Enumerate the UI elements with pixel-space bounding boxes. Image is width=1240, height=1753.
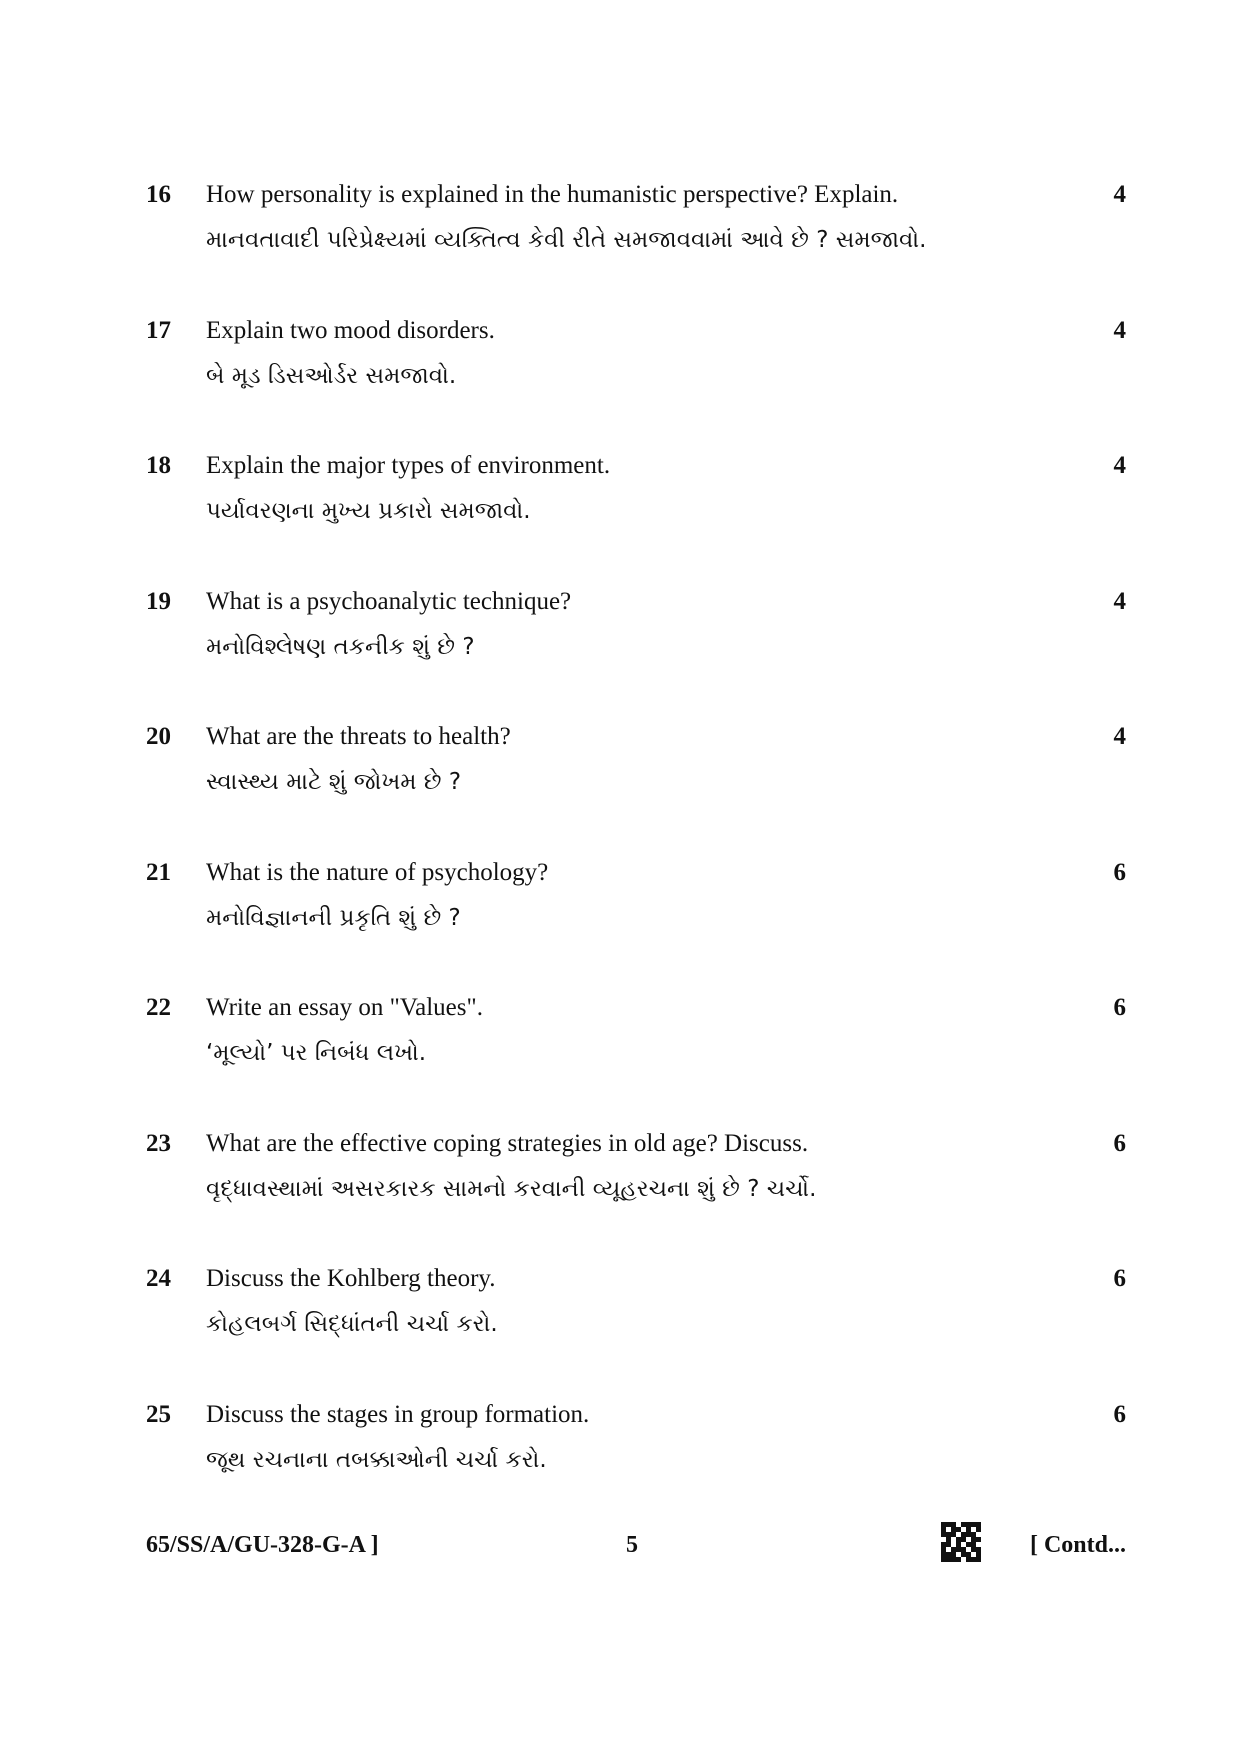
question-text-english: Explain the major types of environment.	[206, 452, 611, 479]
question-text-english: What are the threats to health?	[206, 723, 511, 750]
question-number: 23	[146, 1129, 171, 1157]
question-item	[146, 449, 1126, 585]
question-item	[146, 1262, 1126, 1398]
question-text-gujarati: બે મૂડ ડિસઓર્ડર સમજાવો.	[206, 362, 457, 389]
question-item	[146, 1127, 1126, 1263]
question-marks: 4	[1113, 723, 1126, 750]
page-footer	[146, 1528, 1126, 1568]
question-marks: 4	[1113, 181, 1126, 208]
question-item	[146, 178, 1126, 314]
question-text-english: Explain two mood disorders.	[206, 316, 495, 344]
question-list	[146, 178, 1126, 1533]
question-text-gujarati: કોહલબર્ગ સિદ્ધાંતની ચર્ચા કરો.	[206, 1311, 498, 1337]
question-number: 17	[146, 316, 171, 344]
question-text-gujarati: મનોવિજ્ઞાનની પ્રકૃતિ શું છે ?	[206, 904, 461, 931]
qr-code-icon	[941, 1522, 981, 1562]
question-item	[146, 991, 1126, 1127]
question-text-english: Discuss the stages in group formation.	[206, 1400, 590, 1428]
page-number: 5	[626, 1532, 638, 1558]
question-item	[146, 720, 1126, 856]
question-marks: 6	[1113, 858, 1126, 886]
question-text-english: How personality is explained in the humanistic perspective? Explain.	[206, 181, 899, 208]
question-marks: 6	[1113, 994, 1126, 1021]
question-marks: 6	[1113, 1265, 1126, 1292]
question-text-english: What are the effective coping strategies in old age? Discuss.	[206, 1129, 809, 1157]
question-item	[146, 856, 1126, 992]
question-number: 19	[146, 587, 171, 615]
question-number: 20	[146, 723, 171, 750]
question-text-gujarati: વૃદ્ધાવસ્થામાં અસરકારક સામનો કરવાની વ્યૂહરચના શું છે ? ચર્ચો.	[206, 1175, 817, 1202]
question-marks: 4	[1113, 587, 1126, 615]
question-number: 18	[146, 452, 171, 479]
question-text-english: What is the nature of psychology?	[206, 858, 549, 886]
question-number: 24	[146, 1265, 171, 1292]
question-item	[146, 585, 1126, 721]
question-marks: 4	[1113, 316, 1126, 344]
question-text-gujarati: મનોવિશ્લેષણ તકનીક શું છે ?	[206, 633, 475, 660]
continued-label: [ Contd...	[1029, 1532, 1126, 1558]
question-text-gujarati: પર્યાવરણના મુખ્ય પ્રકારો સમજાવો.	[206, 498, 531, 524]
question-marks: 4	[1113, 452, 1126, 479]
question-number: 21	[146, 858, 171, 886]
question-text-gujarati: માનવતાવાદી પરિપ્રેક્ષ્યમાં વ્યક્તિત્વ કેવી રીતે સમજાવવામાં આવે છે ? સમજાવો.	[206, 227, 927, 253]
question-marks: 6	[1113, 1129, 1126, 1157]
question-text-gujarati: ‘મૂલ્યો’ પર નિબંધ લખો.	[206, 1040, 427, 1066]
question-number: 16	[146, 181, 171, 208]
question-number: 25	[146, 1400, 171, 1428]
question-text-english: What is a psychoanalytic technique?	[206, 587, 572, 615]
question-item	[146, 314, 1126, 450]
question-number: 22	[146, 994, 171, 1021]
paper-code: 65/SS/A/GU-328-G-A ]	[146, 1532, 379, 1558]
question-text-english: Discuss the Kohlberg theory.	[206, 1265, 496, 1292]
question-marks: 6	[1113, 1400, 1126, 1428]
question-text-gujarati: સ્વાસ્થ્ય માટે શું જોખમ છે ?	[206, 769, 462, 795]
question-text-gujarati: જૂથ રચનાના તબક્કાઓની ચર્ચા કરો.	[206, 1446, 547, 1473]
question-text-english: Write an essay on "Values".	[206, 994, 483, 1021]
question-item	[146, 1398, 1126, 1534]
